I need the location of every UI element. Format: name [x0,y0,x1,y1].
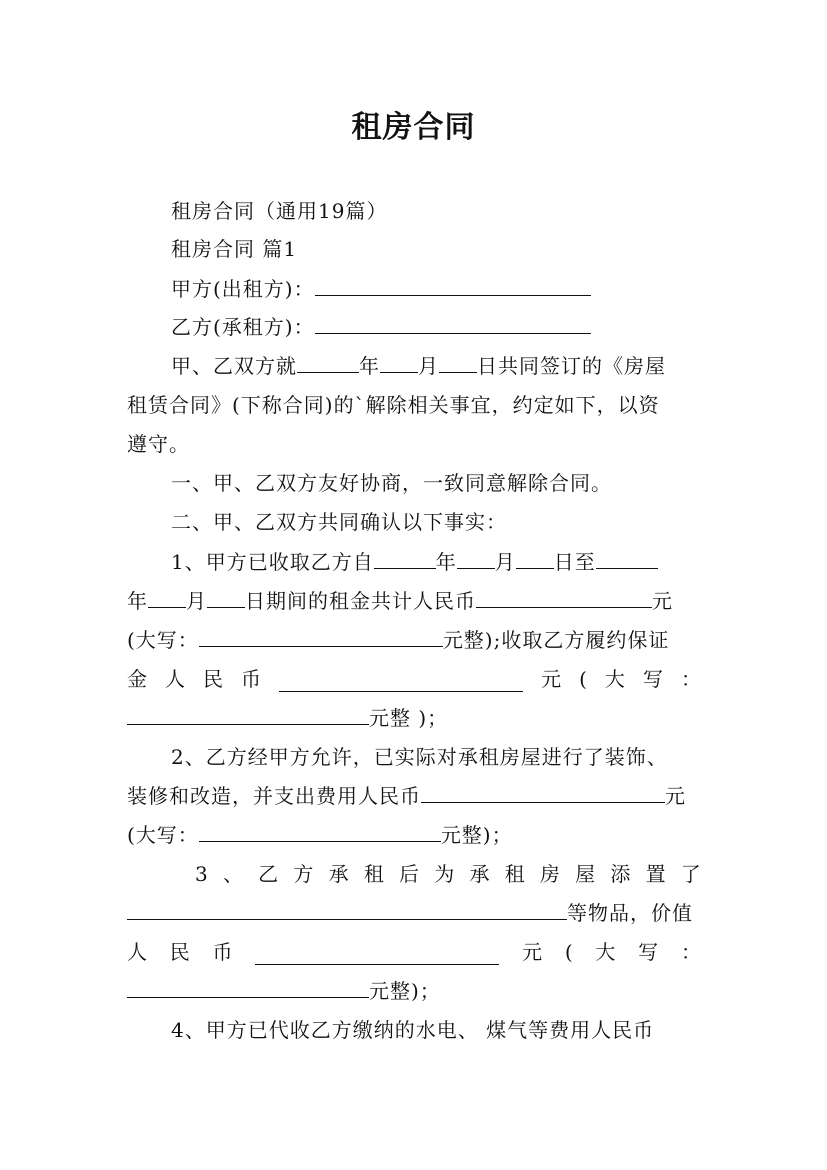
char: 租 [504,862,525,886]
section-title: 租房合同 篇1 [171,237,298,261]
item3-line-3 [127,939,701,965]
item2-daxie-open: (大写： [127,823,199,847]
item2-yuan: 元 [665,784,686,808]
item1-line-2 [127,588,673,614]
char: 后 [399,862,420,886]
char: 方 [293,862,314,886]
char: ( [579,667,587,691]
char: ： [680,667,701,691]
item1-line-4 [127,666,701,692]
char: 币 [212,940,233,964]
item2-text-3: 元整)； [440,823,513,847]
item1-yuan: 元 [652,589,673,613]
blank-amount [476,588,652,608]
item1-text-5: 元整 )； [369,706,449,730]
item1-year: 年 [435,550,457,574]
item4-line-1: 4、甲方已代收乙方缴纳的水电、 煤气等费用人民币 [171,1018,655,1042]
char: 人 [165,667,186,691]
blank-amount-words [199,627,443,647]
blank-month [457,549,495,569]
intro-year: 年 [359,354,380,378]
blank-value [255,945,499,965]
item1-month-2: 月 [186,589,207,613]
char: 金 [127,667,147,691]
party-b-blank [315,314,591,334]
intro-text-2: 日共同签订的《房屋 [477,354,666,378]
item2-line-1: 2、乙方经甲方允许，已实际对承租房屋进行了装饰、 [171,745,668,769]
item1-month: 月 [494,550,516,574]
char: 3 [195,862,208,886]
blank-day [516,549,554,569]
party-a-label: 甲方(出租方)： [171,277,315,301]
intro-line-1 [171,353,666,379]
blank-year [297,353,359,373]
char: 写 [642,667,663,691]
blank-month [380,353,418,373]
blank-value-words [127,978,369,998]
item2-line-2 [127,783,686,809]
blank-day [439,353,477,373]
char: 大 [604,667,625,691]
char: 元 [541,667,562,691]
char: 承 [328,862,349,886]
item1-year-2: 年 [127,589,148,613]
char: ： [680,940,701,964]
char: ( [564,940,573,964]
blank-month [148,588,186,608]
blank-year [374,549,436,569]
char: 房 [539,862,560,886]
char: 大 [595,940,616,964]
item3-line-4 [127,978,441,1004]
item1-text-2: 日期间的租金共计人民币 [245,589,476,613]
intro-month: 月 [418,354,439,378]
clause-1: 一、甲、乙双方友好协商，一致同意解除合同。 [171,471,612,495]
char: 乙 [258,862,279,886]
item1-daxie-open: (大写： [127,628,199,652]
item2-line-3 [127,822,513,848]
char: 元 [522,940,543,964]
item1-text-3: 元整);收取乙方履约保证 [442,628,670,652]
party-b-line [171,314,591,340]
item3-text-2: 等物品，价值 [567,901,693,925]
char: 屋 [575,862,596,886]
char: 写 [638,940,659,964]
party-b-label: 乙方(承租方)： [171,315,315,339]
intro-line-2: 租赁合同》(下称合同)的`解除相关事宜，约定如下，以资 [127,393,660,417]
item1-day-to: 日至 [553,550,596,574]
char: 租 [363,862,384,886]
clause-2: 二、甲、乙双方共同确认以下事实： [171,510,507,534]
item1-line-3 [127,627,669,653]
char: 置 [645,862,666,886]
item1-text-1: 1、甲方已收取乙方自 [171,550,374,574]
char: 添 [610,862,631,886]
blank-year-end [596,549,658,569]
char: 人 [127,940,147,964]
intro-text-1: 甲、乙双方就 [171,354,297,378]
item1-line-1 [171,549,658,575]
char: 币 [241,667,262,691]
blank-day [207,588,245,608]
subtitle: 租房合同（通用19篇） [171,199,388,223]
item1-line-5 [127,705,448,731]
blank-amount-words [199,822,441,842]
party-a-blank [315,276,591,296]
party-a-line [171,276,591,302]
blank-deposit-words [127,705,369,725]
char: 、 [222,862,243,886]
char: 民 [203,667,224,691]
char: 了 [680,862,701,886]
intro-line-3: 遵守。 [127,432,190,456]
item3-line-1 [195,861,701,887]
blank-deposit [279,672,523,692]
char: 为 [434,862,455,886]
item2-text-2: 装修和改造，并支出费用人民币 [127,784,421,808]
document-title: 租房合同 [351,110,476,145]
item3-text-4: 元整)； [369,979,441,1003]
blank-amount [421,783,665,803]
item3-line-2 [127,900,693,926]
char: 民 [169,940,190,964]
char: 承 [469,862,490,886]
blank-items [127,900,567,920]
